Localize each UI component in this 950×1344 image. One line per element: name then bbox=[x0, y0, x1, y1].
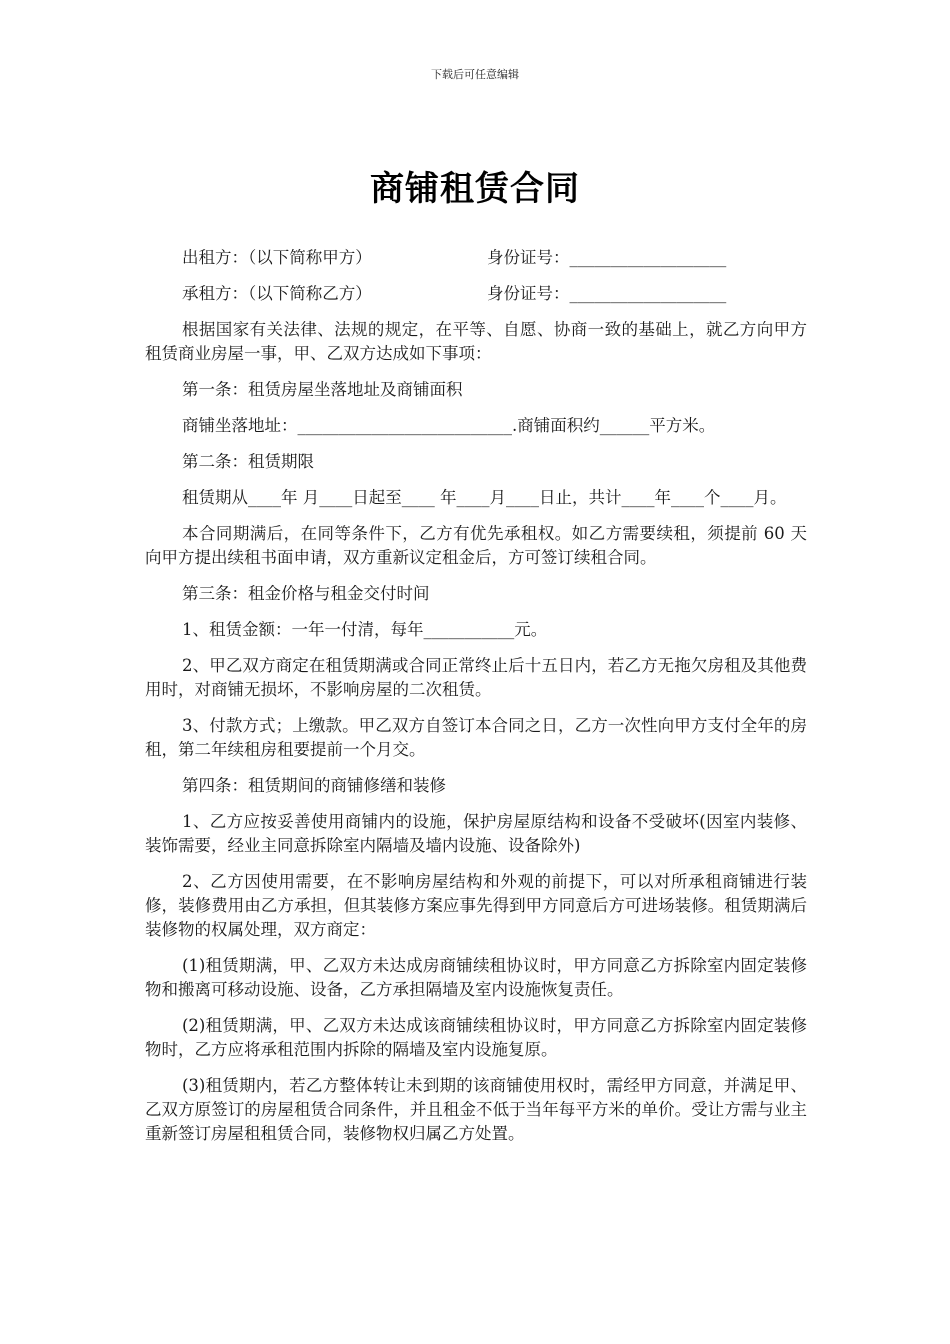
party-lessor-id-label: 身份证号：___________________ bbox=[487, 248, 727, 267]
settlement-item: 2、甲乙双方商定在租赁期满或合同正常终止后十五日内，若乙方无拖欠房租及其他费用时，对商铺无损坏，不影响房屋的二次租赁。 bbox=[145, 656, 807, 699]
article-3-heading: 第三条：租金价格与租金交付时间 bbox=[182, 584, 430, 603]
contract-body bbox=[145, 246, 807, 1158]
renewal-paragraph: 本合同期满后，在同等条件下，乙方有优先承租权。如乙方需要续租，须提前 60 天向甲方提出续租书面申请，双方重新议定租金后，方可签订续租合同。 bbox=[145, 524, 807, 567]
party-lessee-row bbox=[145, 282, 807, 306]
header-note: 下载后可任意编辑 bbox=[431, 68, 519, 81]
article-1-heading: 第一条：租赁房屋坐落地址及商铺面积 bbox=[182, 380, 463, 399]
shop-address-line: 商铺坐落地址：__________________________.商铺面积约______平方米。 bbox=[182, 416, 716, 435]
party-lessee-label: 承租方：（以下简称乙方） bbox=[182, 284, 372, 303]
party-lessor-row bbox=[145, 246, 807, 270]
payment-method-item: 3、付款方式；上缴款。甲乙双方自签订本合同之日，乙方一次性向甲方支付全年的房租，第二年续租房租要提前一个月交。 bbox=[145, 716, 807, 759]
article-2-heading: 第二条：租赁期限 bbox=[182, 452, 314, 471]
article-4-heading: 第四条：租赁期间的商铺修缮和装修 bbox=[182, 776, 446, 795]
party-lessor-label: 出租方：（以下简称甲方） bbox=[182, 248, 372, 267]
renovation-clause-2: (2)租赁期满，甲、乙双方未达成该商铺续租协议时，甲方同意乙方拆除室内固定装修物时，乙方应将承租范围内拆除的隔墙及室内设施复原。 bbox=[145, 1016, 807, 1059]
rent-amount-item: 1、租赁金额：一年一付清，每年___________元。 bbox=[182, 620, 548, 639]
renovation-clause-3: (3)租赁期内，若乙方整体转让未到期的该商铺使用权时，需经甲方同意，并满足甲、乙双方原签订的房屋租赁合同条件，并且租金不低于当年每平方米的单价。受让方需与业主重新签订房屋租租赁合同，装修物权归属乙方处置。 bbox=[145, 1076, 807, 1143]
party-lessee-id-label: 身份证号：___________________ bbox=[487, 284, 727, 303]
page-title: 商铺租赁合同 bbox=[370, 169, 580, 209]
renovation-clause-1: (1)租赁期满，甲、乙双方未达成房商铺续租协议时，甲方同意乙方拆除室内固定装修物和搬离可移动设施、设备，乙方承担隔墙及室内设施恢复责任。 bbox=[145, 956, 807, 999]
maintenance-item-2: 2、乙方因使用需要，在不影响房屋结构和外观的前提下，可以对所承租商铺进行装修，装修费用由乙方承担，但其装修方案应事先得到甲方同意后方可进场装修。租赁期满后装修物的权属处理，双方商定： bbox=[145, 872, 807, 939]
preamble-paragraph: 根据国家有关法律、法规的规定，在平等、自愿、协商一致的基础上，就乙方向甲方租赁商业房屋一事，甲、乙双方达成如下事项： bbox=[145, 320, 807, 363]
lease-period-line: 租赁期从____年 月____日起至____ 年____月____日止，共计____年____个____月。 bbox=[182, 488, 787, 507]
maintenance-item-1: 1、乙方应按妥善使用商铺内的设施，保护房屋原结构和设备不受破坏(因室内装修、装饰需要，经业主同意拆除室内隔墙及墙内设施、设备除外) bbox=[145, 812, 807, 855]
